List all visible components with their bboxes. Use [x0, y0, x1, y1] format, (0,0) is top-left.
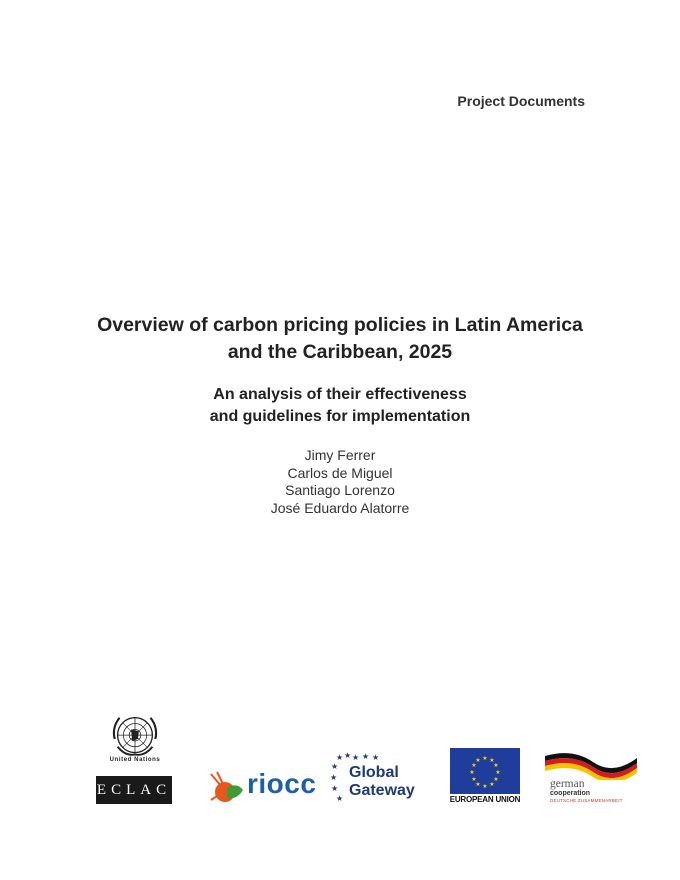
german-cooperation-logo — [543, 750, 639, 806]
eclac-logo: ECLAC — [96, 776, 172, 804]
document-title — [0, 312, 680, 366]
svg-text:★: ★ — [475, 781, 481, 788]
svg-text:★: ★ — [331, 762, 339, 771]
svg-text:★: ★ — [336, 753, 344, 762]
svg-text:★: ★ — [482, 783, 488, 790]
un-label: United Nations — [109, 757, 161, 763]
series-label: Project Documents — [457, 93, 585, 109]
svg-text:★: ★ — [493, 762, 499, 769]
svg-text:★: ★ — [471, 762, 477, 769]
german-cooperation-line-1: german — [550, 778, 585, 790]
svg-text:★: ★ — [493, 776, 499, 783]
global-gateway-line-2: Gateway — [349, 782, 415, 799]
svg-text:★: ★ — [482, 755, 488, 762]
svg-text:★: ★ — [352, 753, 360, 762]
eu-flag-icon — [450, 748, 520, 794]
eu-stars-top-icon — [352, 752, 382, 762]
svg-text:★: ★ — [489, 781, 495, 788]
author: Carlos de Miguel — [287, 464, 393, 481]
document-subtitle — [0, 384, 680, 428]
german-cooperation-line-2: cooperation — [550, 790, 591, 797]
title-line-1: Overview of carbon pricing policies in Latin America — [97, 314, 583, 336]
global-gateway-label — [349, 764, 415, 800]
riocc-leaf-icon — [207, 766, 247, 806]
riocc-label: riocc — [247, 768, 317, 799]
svg-text:★: ★ — [475, 757, 481, 764]
svg-text:★: ★ — [331, 784, 339, 793]
author: Santiago Lorenzo — [285, 482, 395, 498]
author: José Eduardo Alatorre — [270, 499, 410, 516]
subtitle-line-2: and guidelines for implementation — [209, 408, 471, 425]
subtitle-line-1: An analysis of their effectiveness — [213, 386, 467, 403]
german-cooperation-line-3: DEUTSCHE ZUSAMMENARBEIT — [550, 798, 623, 803]
global-gateway-line-1: Global — [349, 764, 399, 781]
svg-text:★: ★ — [469, 769, 475, 776]
author-list — [0, 447, 680, 517]
svg-text:★: ★ — [336, 794, 344, 803]
author: Jimy Ferrer — [304, 447, 376, 463]
title-line-2: and the Caribbean, 2025 — [227, 341, 453, 363]
eu-label: EUROPEAN UNION — [449, 795, 521, 804]
svg-text:★: ★ — [330, 773, 338, 782]
german-flag-wave-icon — [543, 750, 639, 780]
svg-text:★: ★ — [495, 769, 501, 776]
svg-text:★: ★ — [489, 757, 495, 764]
svg-text:★: ★ — [471, 776, 477, 783]
svg-text:★: ★ — [362, 752, 370, 761]
svg-text:★: ★ — [372, 753, 380, 762]
riocc-logo — [207, 766, 317, 806]
global-gateway-logo — [330, 752, 430, 806]
svg-text:★: ★ — [344, 752, 352, 760]
